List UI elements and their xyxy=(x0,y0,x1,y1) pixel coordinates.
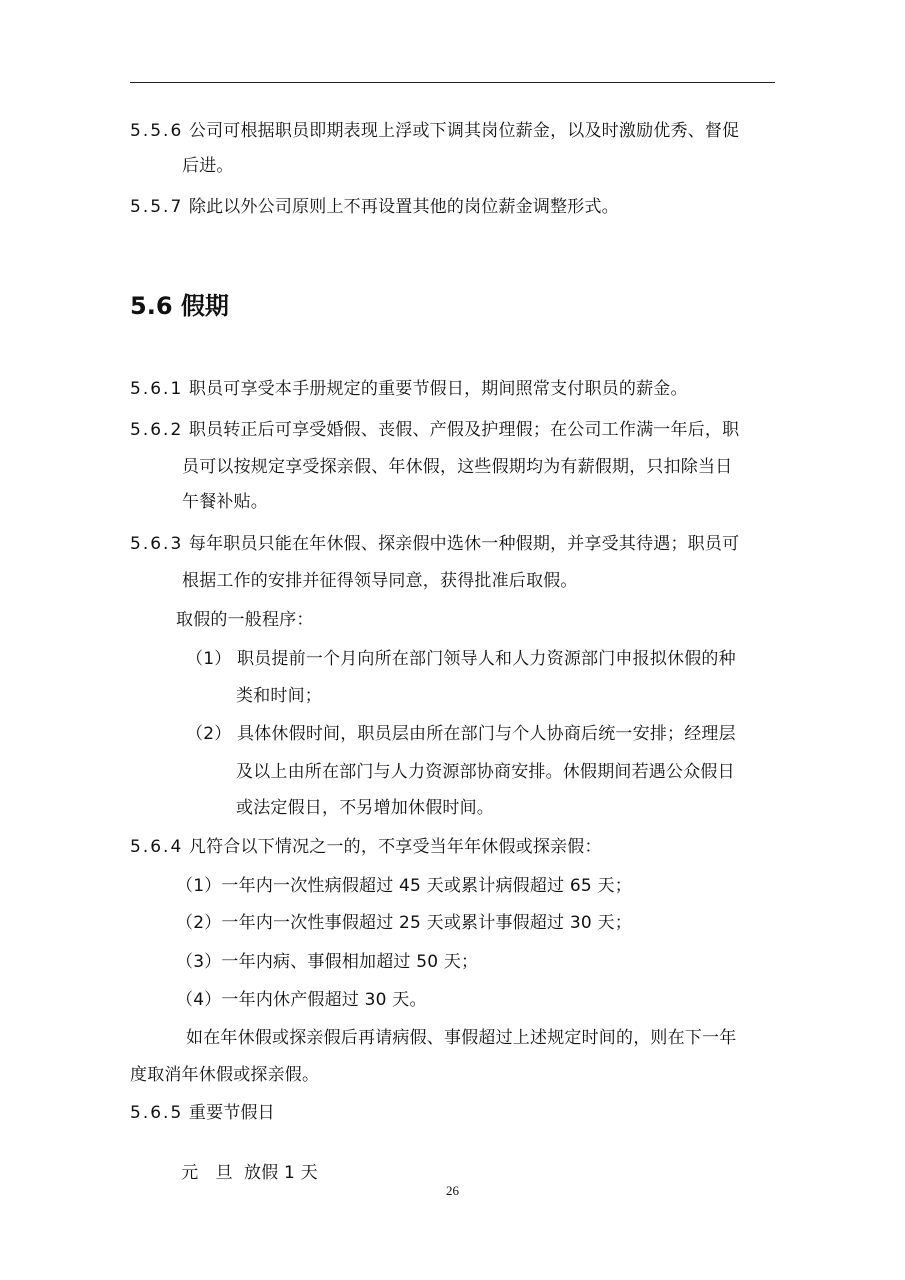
paragraph-line xyxy=(130,533,739,555)
paragraph-line xyxy=(176,609,314,631)
clause-text: 根据工作的安排并征得领导同意，获得批准后取假。 xyxy=(182,571,578,591)
clause-text: （2）一年内一次性事假超过 25 天或累计事假超过 30 天； xyxy=(176,913,632,933)
clause-text: 元 旦 放假 1 天 xyxy=(181,1163,318,1183)
clause-number: 5.5.6 xyxy=(130,121,184,141)
clause-text: 后进。 xyxy=(182,156,234,176)
paragraph-line xyxy=(236,685,322,707)
clause-text: 每年职员只能在年休假、探亲假中选休一种假期，并享受其待遇；职员可 xyxy=(188,534,740,554)
list-marker: （2） xyxy=(186,724,232,744)
clause-number: 5.6.3 xyxy=(130,534,184,554)
paragraph-line xyxy=(130,378,688,400)
clause-text: （1）一年内一次性病假超过 45 天或累计病假超过 65 天； xyxy=(176,876,632,896)
paragraph-line xyxy=(186,723,736,745)
paragraph-line xyxy=(176,875,632,897)
clause-number: 5.6.5 xyxy=(130,1103,184,1123)
paragraph-line xyxy=(236,797,494,819)
clause-text: 类和时间； xyxy=(236,686,322,706)
section-title: 假期 xyxy=(180,292,229,320)
clause-number: 5.6.2 xyxy=(130,420,184,440)
clause-text: 除此以外公司原则上不再设置其他的岗位薪金调整形式。 xyxy=(188,197,619,217)
list-marker: （1） xyxy=(186,649,232,669)
clause-text: 职员转正后可享受婚假、丧假、产假及护理假；在公司工作满一年后，职 xyxy=(188,420,740,440)
paragraph-line xyxy=(130,196,619,218)
clause-text: 度取消年休假或探亲假。 xyxy=(130,1065,320,1085)
paragraph-line xyxy=(182,491,268,513)
clause-text: 如在年休假或探亲假后再请病假、事假超过上述规定时间的，则在下一年 xyxy=(186,1028,737,1048)
clause-text: 公司可根据职员即期表现上浮或下调其岗位薪金，以及时激励优秀、督促 xyxy=(188,121,740,141)
paragraph-line xyxy=(236,761,735,783)
paragraph-line xyxy=(130,120,739,142)
clause-text: 员可以按规定享受探亲假、年休假，这些假期均为有薪假期，只扣除当日 xyxy=(182,457,733,477)
section-heading xyxy=(130,291,229,321)
clause-text: 或法定假日，不另增加休假时间。 xyxy=(236,798,494,818)
paragraph-line xyxy=(176,989,427,1011)
clause-text: 凡符合以下情况之一的，不享受当年年休假或探亲假： xyxy=(188,837,602,857)
clause-text: 午餐补贴。 xyxy=(182,492,268,512)
clause-text: 取假的一般程序： xyxy=(176,610,314,630)
paragraph-line xyxy=(182,570,578,592)
paragraph-line xyxy=(130,1102,275,1124)
clause-text: 职员提前一个月向所在部门领导人和人力资源部门申报拟休假的种 xyxy=(237,649,736,669)
clause-text: （3）一年内病、事假相加超过 50 天； xyxy=(176,952,479,972)
paragraph-line xyxy=(130,1064,319,1086)
section-number: 5.6 xyxy=(130,292,173,320)
paragraph-line xyxy=(170,1140,318,1184)
paragraph-line xyxy=(186,1027,736,1049)
paragraph-line xyxy=(130,419,739,441)
header-rule xyxy=(130,82,775,83)
clause-number: 5.6.1 xyxy=(130,379,184,399)
clause-number: 5.5.7 xyxy=(130,197,184,217)
paragraph-line xyxy=(182,456,732,478)
clause-text: 及以上由所在部门与人力资源部协商安排。休假期间若遇公众假日 xyxy=(236,762,735,782)
page-number: 26 xyxy=(446,1183,459,1198)
clause-text: 具体休假时间，职员层由所在部门与个人协商后统一安排；经理层 xyxy=(237,724,736,744)
paragraph-line xyxy=(182,155,234,177)
paragraph-line xyxy=(176,912,632,934)
paragraph-line xyxy=(130,836,602,858)
clause-number: 5.6.4 xyxy=(130,837,184,857)
clause-text: 重要节假日 xyxy=(188,1103,275,1123)
paragraph-line xyxy=(176,951,478,973)
clause-text: （4）一年内休产假超过 30 天。 xyxy=(176,990,427,1010)
clause-text: 职员可享受本手册规定的重要节假日，期间照常支付职员的薪金。 xyxy=(188,379,688,399)
paragraph-line xyxy=(186,648,736,670)
